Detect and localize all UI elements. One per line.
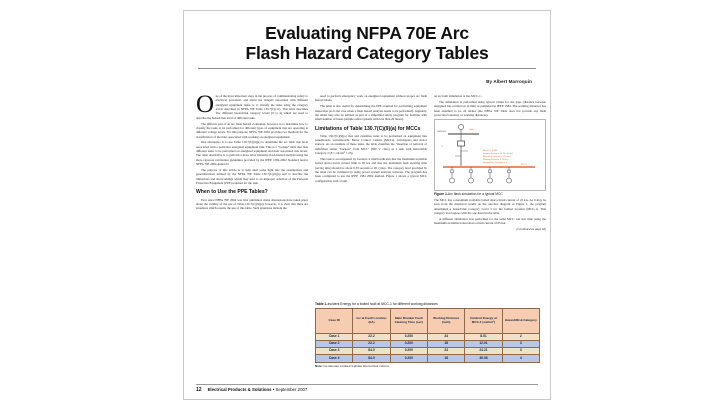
table-row [316,341,540,348]
magazine-page [183,10,551,400]
article-byline: By Albert Marroquin [486,79,532,84]
svg-text:Working Distance = 24 inch: Working Distance = 24 inch [483,158,509,161]
incident-energy-table [315,308,540,363]
th-incident-energy: Incident Energy at MCC-1 (cal/cm²) [465,308,502,333]
cell-case: Case 1 [316,333,353,340]
cell-time: 0.200 [390,355,427,362]
diagram-stubs [455,151,468,156]
cell-distance: 24 [427,333,464,340]
page-footer [196,384,538,393]
cell-energy: 8.01 [465,333,502,340]
page-number: 12 [196,387,202,393]
footer-publication: Electrical Products & Solutions [207,387,272,392]
svg-text:Incident Energy = 24.21 cal/cm: Incident Energy = 24.21 cal/cm2 [483,152,513,155]
figure-one-line-diagram [434,119,546,191]
column-3 [434,94,546,231]
paragraph: Ever since NFPA 70E 2004 was first published, many discussions have taken place about the validity of the use of Table 130.7(C)(9)(a); however, it is clear that there are situations which require the use of this table. Such situations include the [196,197,308,211]
table-block [315,301,540,368]
cell-category: 3 [502,348,539,355]
column-2 [315,94,427,231]
motor-feeders [450,167,512,183]
svg-text:Boundary Distance = 110 inch: Boundary Distance = 110 inch [483,155,511,158]
lead-paragraph [196,91,308,122]
table-note [315,364,540,368]
article-title-line-2: Flash Hazard Category Tables [245,43,489,63]
paragraph: an arc fault simulation at bus MCC-1. [434,94,482,98]
footer-credit [208,387,308,392]
continued-note: (Continued on page 18) [516,227,546,232]
utility-source-symbol [458,124,463,134]
one-line-diagram-svg [435,120,545,189]
paragraph: The MCC has a maximum available bolted short-circuit current of 22 kA. As it may be seen from the displayed results on the one-line diagram of Figure 1, the program determined a hazard/risk Category Level 3 for the faulted location (MCC-1). This category level agrees with the one listed in the table. [434,198,546,216]
table-note-text: Isc denotes a bolted 3-phase short-circuit current. [323,364,390,369]
figure-caption [434,192,546,196]
cell-category: 2 [502,333,539,340]
cell-case: Case 3 [316,348,353,355]
th-clearing-time: Main Breaker Fault Clearing Time (sec) [390,308,427,333]
cell-distance: 18 [427,355,464,362]
diagram-bus-labels [437,130,447,133]
cell-energy: 24.21 [465,348,502,355]
paragraph: One alternative is to use Table 130.7(C)(9)(a) to determine the arc flash risk level associated with a particular energized equipment task. This is a "lookup" table that lists different tasks to be performed on energized equipment and their associated risk levels. The other alternative is to perform a more labor intensive flash hazard analysis using the more rigorous calculation guidelines provided by the IEEE 1584-2002 Standard and/or NFPA 70E 2004 Annex D. [196,140,308,167]
th-isc: Isc at Fault Location (kA) [353,308,390,333]
paragraph: The purpose of this article is to help shed some light into the assumptions and generalizations utilized by the NFPA 70E Table 130.7(C)(9)(a) and to describe the limitations and shortcomings which may lead to an improper selection of the Personal Protective Equipment (PPE) required for the task. [196,168,308,186]
feeder-breakers [451,170,511,173]
table-title [315,302,540,306]
th-working-distance: Working Distance (inch) [427,308,464,333]
svg-text:MAIN-BUS: MAIN-BUS [437,130,447,133]
byline-rule [198,68,536,88]
article-header [184,11,550,88]
table-title-text: Incident Energy for a bolted fault at MCC-1 for different working distances [327,302,438,306]
paragraph: The table is also useful for determining the PPE required for performing equipment inspection (as is the case when a flash hazard analysis needs to be performed). Arguably, the tables may also be utilized as part of a simplified safety program for facilities with small number of buses (simple radial systems with less than 20 buses). [315,104,427,122]
paragraph: need to perform emergency work on energized equipment without proper arc flash hazard labels. [315,94,427,103]
article-columns [184,88,550,231]
svg-text:Bus kV = 0.480: Bus kV = 0.480 [483,149,498,152]
section-heading-limitations: Limitations of Table 130.7(C)(9)(a) for MCCs [315,125,421,132]
cell-energy: 12.01 [465,341,502,348]
th-case-id: Case ID [316,308,353,333]
svg-text:T1: T1 [441,145,444,148]
paragraph: The simulation is performed using typical values for the gaps (distance between energized bus conductors in mm) as published in IEEE 1584. The working distances has been assumed to be 24 inches (the NFPA 70E Table does not provide any flash protection boundary or working distances). [434,99,546,117]
svg-text:Utility: Utility [469,128,474,131]
table-row [316,333,540,340]
section-heading-when-to-use: When to Use the PPE Tables? [196,189,268,196]
paragraph: A different simulation was performed for the same MCC, but this time using the maximum available bolted short-circuit current of 65 kA. [434,217,546,226]
table-row [316,348,540,355]
paragraph: This task is accompanied by footnote 4 which indicates that the maximum available bolted short-circuit current limit is 65 kA and that the maximum fault clearing time (arcing time) should be about 0.33 seconds or 20 cycles. The category level provided by the table can be validated by using power system analysis software. The program has been configured to use the IEEE 1584 2002 method. Figure 1 shows a typical MCC configuration with a fault [315,156,427,183]
paragraph: ne of the most important steps in the process of communicating safety to electrical personnel, and about the dangers associated with different energized equipment tasks, is to classify the tasks using the category levels described in NFPA 70E Table 130.7(C)(11). This table describes five different hazard/risk category levels (0 to 4) which are used to describe the hazard/risk level of different tasks. [196,94,308,120]
table-row [316,355,540,362]
paragraph: The difficult part of an arc flash hazard evaluation, however, is to determine how to classify the tasks to be performed for different types of equipment that are operating at different voltage levels. For this purpose, NFPA 70E 2004 provides two methods for the classification of the risks associated with working on energized equipment. [196,121,308,139]
cell-isc: 84.0 [353,348,390,355]
drop-cap: O [196,91,215,118]
footer-issue: September 2007 [275,387,308,392]
svg-text:Hazard Risk Category = 3: Hazard Risk Category = 3 [483,161,507,164]
table-title-label: Table 1- [315,302,328,306]
cell-time: 0.200 [390,341,427,348]
cell-category: 4 [502,355,539,362]
column-1 [196,91,308,231]
cell-isc: 22.2 [353,341,390,348]
cell-isc: 22.2 [353,333,390,340]
cell-distance: 24 [427,348,464,355]
figure-caption-label: Figure 1- [434,191,448,196]
cell-time: 0.200 [390,348,427,355]
cell-time: 0.200 [390,333,427,340]
table-header-row [316,308,540,333]
table-note-label: Note: [315,364,323,369]
paragraph: Table 130.7(C)(9)(a) lists and classifies tasks to be performed on equipment like panelboards, switchboards, Motor Control Centers (MCCs), switchgears and motor starters. As an example of these tasks, the table classifies the "insertion or removal of individual starter "buckets" from MCC" (600 V class) as a task with hazard/risk Category 2 (8 < cal/cm² < 25). [315,133,427,156]
figure-caption-text: Arc flash simulation for a typical MCC [447,191,503,196]
cell-energy: 38.08 [465,355,502,362]
svg-text:MCC-1: MCC-1 [521,163,527,166]
footer-separator: • [271,387,276,392]
cell-distance: 18 [427,341,464,348]
cell-case: Case 2 [316,341,353,348]
diagram-result-callout [483,150,514,164]
cell-category: 3 [502,341,539,348]
th-hazard-category: Hazard/Risk Category [502,308,539,333]
transformer-symbol [458,141,465,166]
article-title-line-1: Evaluating NFPA 70E Arc [265,23,469,43]
cell-case: Case 4 [316,355,353,362]
cell-isc: 84.0 [353,355,390,362]
